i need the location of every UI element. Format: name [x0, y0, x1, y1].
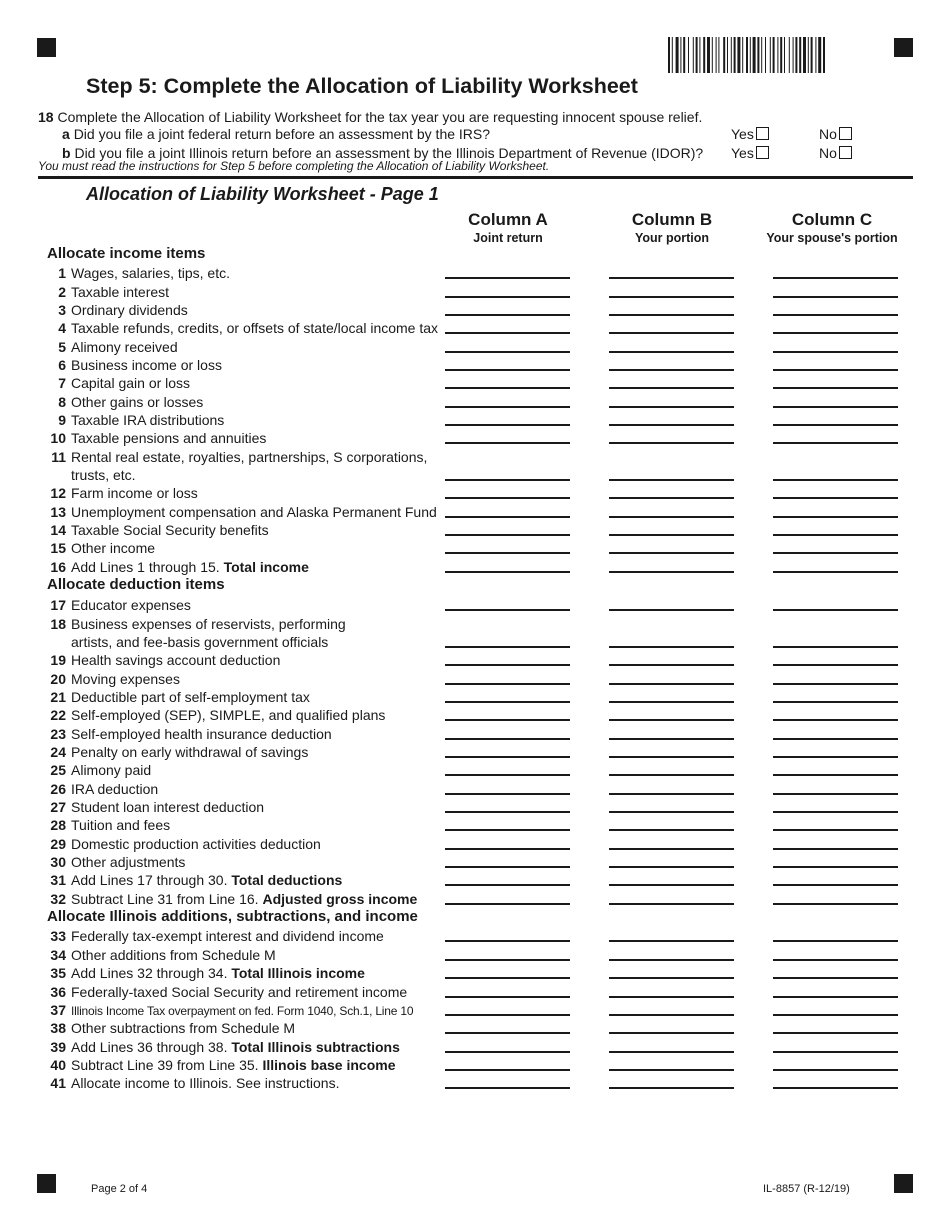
line-text: Other income	[71, 540, 156, 556]
line-32-column-c-field[interactable]	[773, 903, 898, 905]
line-39-column-b-field[interactable]	[609, 1051, 734, 1053]
line-28-column-a-field[interactable]	[445, 829, 570, 831]
line-text: Other additions from Schedule M	[71, 947, 276, 963]
line-5-column-a-field[interactable]	[445, 351, 570, 353]
page-number: Page 2 of 4	[91, 1183, 148, 1195]
line-text: Illinois Income Tax overpayment on fed. Form 1040, Sch.1, Line 10	[71, 1004, 414, 1018]
line-4	[38, 319, 438, 337]
line-number: 39	[50, 1039, 66, 1055]
line-6-column-b-field[interactable]	[609, 369, 734, 371]
line-8-column-b-field[interactable]	[609, 406, 734, 408]
line-10-column-c-field[interactable]	[773, 442, 898, 444]
line-25-column-a-field[interactable]	[445, 774, 570, 776]
line-20-column-a-field[interactable]	[445, 683, 570, 685]
line-14	[38, 521, 438, 539]
line-number: 26	[50, 781, 66, 797]
line-13-column-a-field[interactable]	[445, 516, 570, 518]
line-text: Subtract Line 39 from Line 35.	[71, 1057, 259, 1073]
line-37-column-b-field[interactable]	[609, 1014, 734, 1016]
question-text: Did you file a joint Illinois return before an assessment by the Illinois Department of Revenue (IDOR)?	[74, 145, 704, 161]
line-number: 15	[50, 540, 66, 556]
question-text: Complete the Allocation of Liability Worksheet for the tax year you are requesting innocent spouse relief.	[57, 109, 703, 125]
line-34-column-c-field[interactable]	[773, 959, 898, 961]
line-number: 40	[50, 1057, 66, 1073]
line-36	[38, 983, 438, 1001]
line-number: 34	[50, 947, 66, 963]
line-total-label: Total deductions	[231, 872, 343, 888]
line-8-column-c-field[interactable]	[773, 406, 898, 408]
line-text: Alimony received	[71, 339, 178, 355]
line-text: Rental real estate, royalties, partnerships, S corporations,	[71, 449, 428, 465]
line-number: 14	[50, 522, 66, 538]
line-12-column-b-field[interactable]	[609, 497, 734, 499]
line-12	[38, 484, 438, 502]
line-21-column-c-field[interactable]	[773, 701, 898, 703]
yes-checkbox-b[interactable]	[756, 146, 769, 159]
line-9	[38, 411, 438, 429]
line-11-column-b-field[interactable]	[609, 479, 734, 481]
line-11	[38, 448, 438, 484]
line-35-column-a-field[interactable]	[445, 977, 570, 979]
line-34	[38, 946, 438, 964]
line-text: Taxable pensions and annuities	[71, 430, 267, 446]
line-22-column-a-field[interactable]	[445, 719, 570, 721]
line-10-column-b-field[interactable]	[609, 442, 734, 444]
column-subtitle: Your portion	[634, 231, 710, 245]
line-19-column-c-field[interactable]	[773, 664, 898, 666]
line-23-column-a-field[interactable]	[445, 738, 570, 740]
line-2	[38, 283, 438, 301]
line-number: 35	[50, 965, 66, 981]
line-number: 30	[50, 854, 66, 870]
line-4-column-a-field[interactable]	[445, 332, 570, 334]
line-24	[38, 743, 438, 761]
line-9-column-a-field[interactable]	[445, 424, 570, 426]
line-text: Educator expenses	[71, 597, 191, 613]
line-text: Other subtractions from Schedule M	[71, 1020, 296, 1036]
barcode-image	[668, 37, 864, 73]
line-34-column-b-field[interactable]	[609, 959, 734, 961]
line-number: 5	[58, 339, 66, 355]
line-27-column-c-field[interactable]	[773, 811, 898, 813]
line-19-column-a-field[interactable]	[445, 664, 570, 666]
line-5	[38, 338, 438, 356]
no-option-a[interactable]	[819, 126, 852, 142]
line-10	[38, 429, 438, 447]
line-text: Moving expenses	[71, 671, 180, 687]
line-28-column-c-field[interactable]	[773, 829, 898, 831]
line-10-column-a-field[interactable]	[445, 442, 570, 444]
line-number: 27	[50, 799, 66, 815]
line-number: 25	[50, 762, 66, 778]
line-33-column-a-field[interactable]	[445, 940, 570, 942]
no-checkbox-a[interactable]	[839, 127, 852, 140]
line-22	[38, 706, 438, 724]
line-number: 38	[50, 1020, 66, 1036]
line-26	[38, 780, 438, 798]
page-title: Step 5: Complete the Allocation of Liability Worksheet	[86, 74, 638, 98]
line-number: 20	[50, 671, 66, 687]
line-6-column-c-field[interactable]	[773, 369, 898, 371]
line-text: Tuition and fees	[71, 817, 171, 833]
line-36-column-b-field[interactable]	[609, 996, 734, 998]
line-38-column-a-field[interactable]	[445, 1032, 570, 1034]
line-20	[38, 670, 438, 688]
line-22-column-b-field[interactable]	[609, 719, 734, 721]
line-24-column-c-field[interactable]	[773, 756, 898, 758]
line-23-column-b-field[interactable]	[609, 738, 734, 740]
no-label: No	[819, 126, 837, 142]
line-27	[38, 798, 438, 816]
line-13	[38, 503, 438, 521]
line-36-column-a-field[interactable]	[445, 996, 570, 998]
line-text: Other gains or losses	[71, 394, 204, 410]
no-checkbox-b[interactable]	[839, 146, 852, 159]
registration-mark-top-right	[894, 38, 913, 57]
line-30-column-c-field[interactable]	[773, 866, 898, 868]
column-title: Column B	[631, 210, 713, 229]
line-39-column-a-field[interactable]	[445, 1051, 570, 1053]
line-24-column-b-field[interactable]	[609, 756, 734, 758]
line-number: 37	[50, 1002, 66, 1018]
registration-mark-bottom-left	[37, 1174, 56, 1193]
line-text: Business income or loss	[71, 357, 222, 373]
line-20-column-b-field[interactable]	[609, 683, 734, 685]
line-text: Alimony paid	[71, 762, 152, 778]
line-number: 10	[50, 430, 66, 446]
line-21-column-a-field[interactable]	[445, 701, 570, 703]
line-number: 7	[58, 375, 66, 391]
line-7-column-a-field[interactable]	[445, 387, 570, 389]
line-38-column-b-field[interactable]	[609, 1032, 734, 1034]
line-1-column-b-field[interactable]	[609, 277, 734, 279]
line-26-column-a-field[interactable]	[445, 793, 570, 795]
line-31-column-b-field[interactable]	[609, 884, 734, 886]
line-40-column-b-field[interactable]	[609, 1069, 734, 1071]
line-23	[38, 725, 438, 743]
line-20-column-c-field[interactable]	[773, 683, 898, 685]
line-29-column-b-field[interactable]	[609, 848, 734, 850]
line-24-column-a-field[interactable]	[445, 756, 570, 758]
line-text: Capital gain or loss	[71, 375, 191, 391]
line-33-column-c-field[interactable]	[773, 940, 898, 942]
line-text: Self-employed health insurance deduction	[71, 726, 332, 742]
line-text: Add Lines 1 through 15.	[71, 559, 220, 575]
line-text: Unemployment compensation and Alaska Permanent Fund	[71, 504, 437, 520]
line-text: Federally-taxed Social Security and retirement income	[71, 984, 408, 1000]
line-6-column-a-field[interactable]	[445, 369, 570, 371]
line-31-column-c-field[interactable]	[773, 884, 898, 886]
line-17-column-c-field[interactable]	[773, 609, 898, 611]
line-15-column-a-field[interactable]	[445, 552, 570, 554]
question-letter: a	[62, 126, 70, 142]
line-number: 33	[50, 928, 66, 944]
line-28	[38, 816, 438, 834]
line-37	[38, 1001, 438, 1020]
question-number: 18	[38, 109, 54, 125]
line-25-column-b-field[interactable]	[609, 774, 734, 776]
line-5-column-b-field[interactable]	[609, 351, 734, 353]
line-number: 3	[58, 302, 66, 318]
column-subtitle: Your spouse's portion	[766, 231, 898, 245]
line-number: 1	[58, 265, 66, 281]
line-total-label: Total Illinois income	[231, 965, 365, 981]
line-text: Taxable refunds, credits, or offsets of state/local income tax	[71, 320, 439, 336]
line-15-column-c-field[interactable]	[773, 552, 898, 554]
line-21	[38, 688, 438, 706]
line-18-column-c-field[interactable]	[773, 646, 898, 648]
line-13-column-b-field[interactable]	[609, 516, 734, 518]
column-a-header	[428, 210, 588, 246]
line-31-column-a-field[interactable]	[445, 884, 570, 886]
line-8	[38, 393, 438, 411]
line-5-column-c-field[interactable]	[773, 351, 898, 353]
line-17-column-a-field[interactable]	[445, 609, 570, 611]
registration-mark-top-left	[37, 38, 56, 57]
line-29-column-c-field[interactable]	[773, 848, 898, 850]
line-text: Taxable Social Security benefits	[71, 522, 269, 538]
line-text: Subtract Line 31 from Line 16.	[71, 891, 259, 907]
line-22-column-c-field[interactable]	[773, 719, 898, 721]
line-23-column-c-field[interactable]	[773, 738, 898, 740]
line-16	[38, 558, 438, 576]
form-id: IL-8857 (R-12/19)	[763, 1183, 850, 1195]
column-subtitle: Joint return	[473, 231, 543, 245]
line-16-column-c-field[interactable]	[773, 571, 898, 573]
line-41-column-c-field[interactable]	[773, 1087, 898, 1089]
line-34-column-a-field[interactable]	[445, 959, 570, 961]
line-text: Student loan interest deduction	[71, 799, 265, 815]
yes-label: Yes	[731, 145, 754, 161]
line-total-label: Illinois base income	[262, 1057, 396, 1073]
line-3-column-b-field[interactable]	[609, 314, 734, 316]
question-18	[38, 109, 702, 125]
line-9-column-c-field[interactable]	[773, 424, 898, 426]
line-30-column-a-field[interactable]	[445, 866, 570, 868]
line-1	[38, 264, 438, 282]
line-text: Ordinary dividends	[71, 302, 188, 318]
line-12-column-c-field[interactable]	[773, 497, 898, 499]
line-2-column-b-field[interactable]	[609, 296, 734, 298]
line-number: 41	[50, 1075, 66, 1091]
line-11-column-a-field[interactable]	[445, 479, 570, 481]
line-17-column-b-field[interactable]	[609, 609, 734, 611]
line-3-column-a-field[interactable]	[445, 314, 570, 316]
line-17	[38, 596, 438, 614]
line-38-column-c-field[interactable]	[773, 1032, 898, 1034]
line-11-column-c-field[interactable]	[773, 479, 898, 481]
no-option-b[interactable]	[819, 145, 852, 161]
line-32-column-b-field[interactable]	[609, 903, 734, 905]
line-13-column-c-field[interactable]	[773, 516, 898, 518]
line-text: Health savings account deduction	[71, 652, 281, 668]
line-15-column-b-field[interactable]	[609, 552, 734, 554]
line-7	[38, 374, 438, 392]
line-number: 16	[50, 559, 66, 575]
line-18	[38, 615, 438, 651]
line-40-column-c-field[interactable]	[773, 1069, 898, 1071]
line-number: 31	[50, 872, 66, 888]
no-label: No	[819, 145, 837, 161]
line-number: 23	[50, 726, 66, 742]
section-income-heading: Allocate income items	[47, 245, 206, 262]
line-36-column-c-field[interactable]	[773, 996, 898, 998]
line-9-column-b-field[interactable]	[609, 424, 734, 426]
line-number: 24	[50, 744, 66, 760]
worksheet-title: Allocation of Liability Worksheet - Page 1	[86, 184, 439, 204]
column-c-header	[752, 210, 912, 246]
line-39	[38, 1038, 438, 1056]
line-total-label: Total income	[223, 559, 309, 575]
line-37-column-c-field[interactable]	[773, 1014, 898, 1016]
line-26-column-b-field[interactable]	[609, 793, 734, 795]
line-38	[38, 1019, 438, 1037]
line-number: 6	[58, 357, 66, 373]
line-number: 8	[58, 394, 66, 410]
line-text: IRA deduction	[71, 781, 159, 797]
line-8-column-a-field[interactable]	[445, 406, 570, 408]
yes-label: Yes	[731, 126, 754, 142]
line-39-column-c-field[interactable]	[773, 1051, 898, 1053]
line-text: Taxable IRA distributions	[71, 412, 225, 428]
line-total-label: Adjusted gross income	[262, 891, 418, 907]
line-30	[38, 853, 438, 871]
line-text: Other adjustments	[71, 854, 186, 870]
line-33-column-b-field[interactable]	[609, 940, 734, 942]
yes-option-a[interactable]	[731, 126, 769, 142]
line-3-column-c-field[interactable]	[773, 314, 898, 316]
line-19-column-b-field[interactable]	[609, 664, 734, 666]
column-b-header	[592, 210, 752, 246]
line-32	[38, 890, 438, 908]
line-text: Add Lines 36 through 38.	[71, 1039, 228, 1055]
line-16-column-a-field[interactable]	[445, 571, 570, 573]
yes-option-b[interactable]	[731, 145, 769, 161]
line-number: 29	[50, 836, 66, 852]
line-4-column-b-field[interactable]	[609, 332, 734, 334]
line-text: Allocate income to Illinois. See instructions.	[71, 1075, 340, 1091]
line-28-column-b-field[interactable]	[609, 829, 734, 831]
line-text: Taxable interest	[71, 284, 170, 300]
line-number: 11	[51, 449, 66, 465]
line-16-column-b-field[interactable]	[609, 571, 734, 573]
line-41-column-b-field[interactable]	[609, 1087, 734, 1089]
line-number: 22	[50, 707, 66, 723]
yes-checkbox-a[interactable]	[756, 127, 769, 140]
line-text: Deductible part of self-employment tax	[71, 689, 310, 705]
instruction-note: You must read the instructions for Step 5 before completing the Allocation of Liability Worksheet.	[38, 159, 550, 173]
section-deduction-heading: Allocate deduction items	[47, 576, 225, 593]
line-number: 28	[50, 817, 66, 833]
line-number: 18	[50, 616, 66, 632]
line-35-column-b-field[interactable]	[609, 977, 734, 979]
question-18a	[62, 126, 490, 142]
line-26-column-c-field[interactable]	[773, 793, 898, 795]
line-text: Self-employed (SEP), SIMPLE, and qualified plans	[71, 707, 386, 723]
line-41-column-a-field[interactable]	[445, 1087, 570, 1089]
line-text: Penalty on early withdrawal of savings	[71, 744, 309, 760]
line-number: 9	[58, 412, 66, 428]
line-14-column-b-field[interactable]	[609, 534, 734, 536]
line-text-continued: artists, and fee-basis government officials	[71, 634, 329, 650]
line-29	[38, 835, 438, 853]
line-text: Add Lines 32 through 34.	[71, 965, 228, 981]
line-text: Domestic production activities deduction	[71, 836, 321, 852]
line-19	[38, 651, 438, 669]
line-total-label: Total Illinois subtractions	[231, 1039, 400, 1055]
line-25	[38, 761, 438, 779]
registration-mark-bottom-right	[894, 1174, 913, 1193]
column-title: Column A	[468, 210, 548, 229]
line-37-column-a-field[interactable]	[445, 1014, 570, 1016]
line-15	[38, 539, 438, 557]
line-30-column-b-field[interactable]	[609, 866, 734, 868]
line-text: Add Lines 17 through 30.	[71, 872, 228, 888]
line-text: Business expenses of reservists, performing	[71, 616, 346, 632]
line-40-column-a-field[interactable]	[445, 1069, 570, 1071]
line-29-column-a-field[interactable]	[445, 848, 570, 850]
line-number: 21	[50, 689, 66, 705]
line-6	[38, 356, 438, 374]
question-text: Did you file a joint federal return before an assessment by the IRS?	[73, 126, 491, 142]
question-letter: b	[62, 145, 71, 161]
line-4-column-c-field[interactable]	[773, 332, 898, 334]
line-14-column-a-field[interactable]	[445, 534, 570, 536]
line-1-column-a-field[interactable]	[445, 277, 570, 279]
line-text: Farm income or loss	[71, 485, 198, 501]
column-title: Column C	[791, 210, 873, 229]
line-number: 2	[58, 284, 66, 300]
line-text: Federally tax-exempt interest and dividend income	[71, 928, 384, 944]
line-number: 19	[50, 652, 66, 668]
line-text-continued: trusts, etc.	[71, 467, 136, 483]
line-number: 36	[50, 984, 66, 1000]
line-3	[38, 301, 438, 319]
line-1-column-c-field[interactable]	[773, 277, 898, 279]
line-27-column-b-field[interactable]	[609, 811, 734, 813]
line-35-column-c-field[interactable]	[773, 977, 898, 979]
line-18-column-b-field[interactable]	[609, 646, 734, 648]
line-number: 12	[50, 485, 66, 501]
line-32-column-a-field[interactable]	[445, 903, 570, 905]
line-2-column-a-field[interactable]	[445, 296, 570, 298]
line-7-column-c-field[interactable]	[773, 387, 898, 389]
section-illinois-heading: Allocate Illinois additions, subtractions, and income	[47, 908, 418, 925]
line-25-column-c-field[interactable]	[773, 774, 898, 776]
line-text: Wages, salaries, tips, etc.	[71, 265, 230, 281]
line-7-column-b-field[interactable]	[609, 387, 734, 389]
line-number: 13	[50, 504, 66, 520]
line-number: 32	[50, 891, 66, 907]
line-2-column-c-field[interactable]	[773, 296, 898, 298]
line-40	[38, 1056, 438, 1074]
section-divider	[38, 176, 913, 179]
line-number: 4	[58, 320, 66, 336]
line-33	[38, 927, 438, 945]
line-27-column-a-field[interactable]	[445, 811, 570, 813]
line-35	[38, 964, 438, 982]
line-21-column-b-field[interactable]	[609, 701, 734, 703]
line-number: 17	[50, 597, 66, 613]
line-14-column-c-field[interactable]	[773, 534, 898, 536]
line-12-column-a-field[interactable]	[445, 497, 570, 499]
line-31	[38, 871, 438, 889]
line-41	[38, 1074, 438, 1092]
line-18-column-a-field[interactable]	[445, 646, 570, 648]
